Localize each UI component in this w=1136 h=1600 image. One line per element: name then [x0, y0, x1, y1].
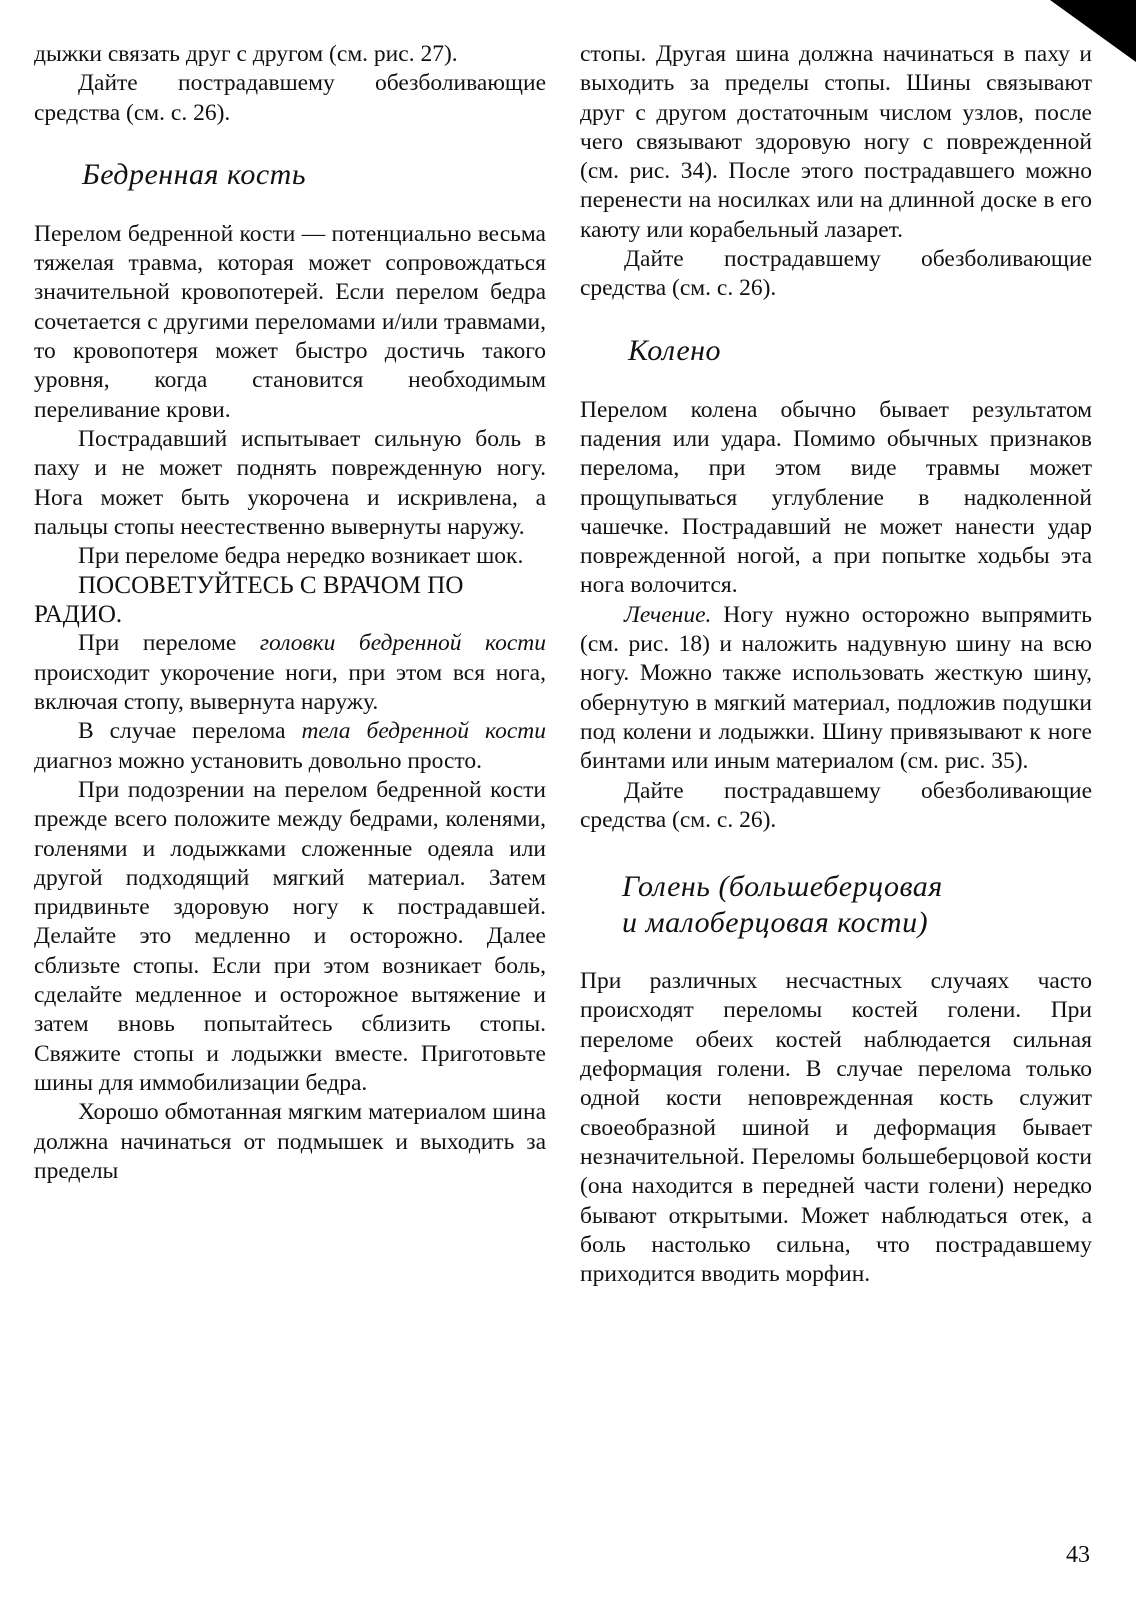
paragraph: [34, 717, 546, 776]
text-run: происходит укорочение ноги, при этом вся нога, включая стопу, вывернута наружу.: [34, 659, 546, 716]
paragraph: [580, 601, 1092, 777]
heading-line: и малоберцовая кости): [622, 906, 929, 940]
emphasis: тела бедренной кости: [301, 718, 546, 745]
paragraph: [34, 629, 546, 717]
section-heading-knee: Колено: [628, 333, 722, 367]
paragraph: Перелом колена обычно бывает результатом падения или удара. Помимо обычных признаков перелома, при этом виде травмы может прощупываться углубление в надколенной чашечке. Пострадавший не может нанести удар поврежденной ногой, а при попытке ходьбы эта нога волочится.: [580, 396, 1092, 599]
paragraph: дыжки связать друг с другом (см. рис. 27).: [34, 41, 458, 67]
text-run: диагноз можно установить довольно просто.: [34, 747, 482, 774]
paragraph: Пострадавший испытывает сильную боль в паху и не может поднять поврежденную ногу. Нога может быть укорочена и искривлена, а пальцы стопы неестественно вывернуты наружу.: [34, 425, 546, 540]
left-column: [34, 40, 546, 1186]
paragraph: При переломе бедра нередко возникает шок.: [78, 543, 524, 570]
paragraph: При различных несчастных случаях часто происходят переломы костей голени. При переломе обеих костей наблюдается сильная деформация голени. В случае перелома только одной кости неповрежденная кость служит своеобразной шиной и деформация бывает незначительной. Переломы большеберцовой кости (она находится в передней части голени) нередко бывают открытыми. Может наблюдаться отек, а боль настолько сильна, что пострадавшему приходится вводить морфин.: [580, 968, 1092, 1288]
text-run: В случае перелома: [78, 718, 302, 745]
paragraph: Хорошо обмотанная мягким материалом шина должна начинаться от подмышек и выходить за пределы: [34, 1099, 546, 1184]
right-column: [580, 40, 1092, 1289]
paragraph: Дайте пострадавшему обезболивающие средства (см. с. 26).: [34, 70, 546, 126]
paragraph: Перелом бедренной кости — потенциально весьма тяжелая травма, которая может сопровождаться значительной кровопотерей. Если перелом бедра сочетается с другими переломами и/или травмами, то кровопотеря может быстро достичь такого уровня, когда становится необходимым переливание крови.: [34, 220, 546, 423]
radio-consult-notice: ПОСОВЕТУЙТЕСЬ С ВРАЧОМ ПО РАДИО.: [34, 572, 464, 629]
emphasis: головки бедренной кости: [259, 630, 546, 657]
paragraph: При подозрении на перелом бедренной кости прежде всего положите между бедрами, коленями, голенями и лодыжками сложенные одеяла или другой подходящий мягкий материал. Затем придвиньте здоровую ногу к пострадавшей. Делайте это медленно и осторожно. Далее сблизьте стопы. Если при этом возникает боль, сделайте медленное и осторожное вытяжение и затем вновь попытайтесь сблизить стопы. Свяжите стопы и лодыжки вместе. Приготовьте шины для иммобилизации бедра.: [34, 776, 546, 1096]
section-heading-femur: Бедренная кость: [82, 157, 306, 191]
emphasis: Лечение.: [624, 601, 712, 628]
paragraph: стопы. Другая шина должна начинаться в паху и выходить за пределы стопы. Шины связывают друг с другом достаточным числом узлов, после чего связывают здоровую ногу с поврежденной (см. рис. 34). После этого пострадавшего можно перенести на носилках или на длинной доске в его каюту или корабельный лазарет.: [580, 41, 1092, 243]
section-heading-shin: [622, 869, 1092, 941]
paragraph: Дайте пострадавшему обезболивающие средства (см. с. 26).: [580, 246, 1092, 302]
text-run: При переломе: [78, 630, 260, 657]
paragraph: Дайте пострадавшему обезболивающие средства (см. с. 26).: [580, 777, 1092, 833]
heading-line: Голень (большеберцовая: [622, 870, 943, 904]
text-run: Ногу нужно осторожно выпрямить (см. рис. 18) и наложить надувную шину на всю ногу. Можно также использовать жесткую шину, обернутую в мягкий материал, подложив подушки под колени и лодыжки. Шину привязывают к ноге бинтами или иным материалом (см. рис. 35).: [580, 601, 1092, 775]
page-number: 43: [1066, 1542, 1090, 1568]
